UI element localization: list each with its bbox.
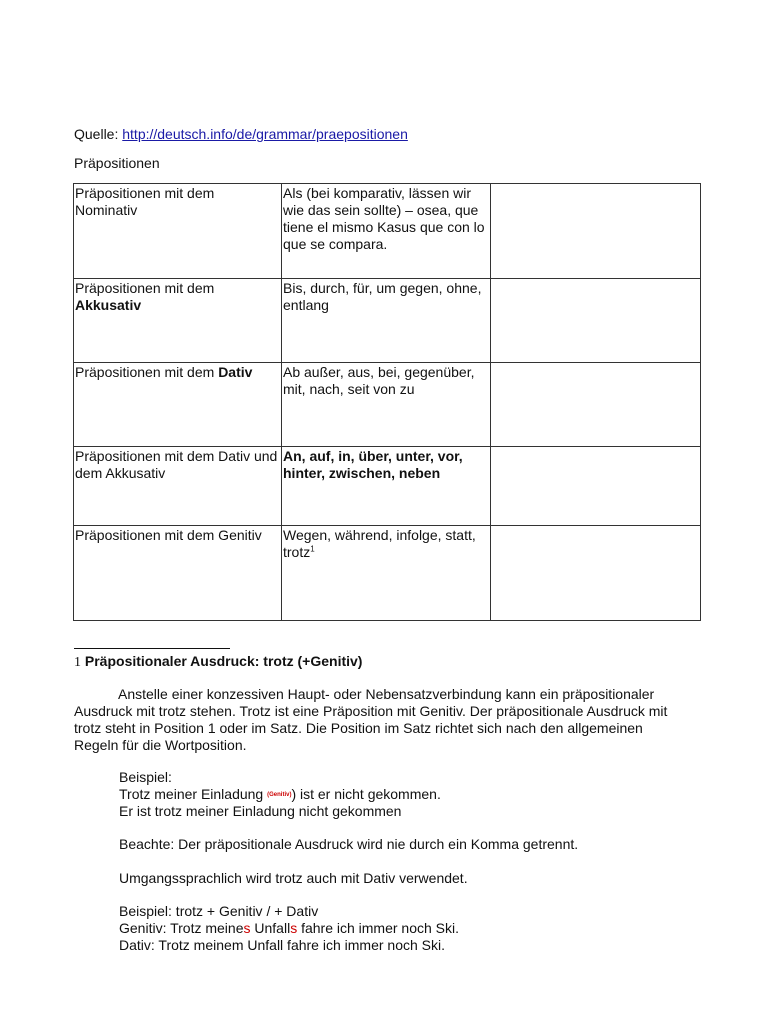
cell-bold-text: Akkusativ <box>75 297 142 313</box>
example-text: ) ist er nicht gekommen. <box>291 786 441 802</box>
table-cell-empty <box>491 279 701 363</box>
footnote-heading <box>74 653 362 671</box>
cell-bold-text: Dativ <box>218 364 253 380</box>
table-cell-empty <box>491 526 701 621</box>
table-cell <box>282 526 491 621</box>
footnote-separator <box>74 648 230 649</box>
footnote-paragraph: Anstelle einer konzessiven Haupt- oder Nebensatzverbindung kann ein präpositionaler Ausdruck mit trotz stehen. Trotz ist eine Präposition mit Genitiv. Der präpositionale Ausdruck mit trotz steht in Position 1 oder im Satz. Die Position im Satz richtet sich nach den allgemeinen Regeln für die Wortposition. <box>74 686 668 753</box>
highlight-ending: s <box>243 920 251 936</box>
example-label: Beispiel: trotz + Genitiv / + Dativ <box>119 903 319 919</box>
table-cell: Bis, durch, für, um gegen, ohne, entlang <box>282 279 491 363</box>
example-line <box>119 786 441 804</box>
table-row <box>74 526 701 621</box>
cell-text: Wegen, während, infolge, statt, trotz <box>283 527 476 560</box>
table-row <box>74 184 701 279</box>
note-line: Beachte: Der präpositionale Ausdruck wird nie durch ein Komma getrennt. <box>119 836 579 852</box>
table-row <box>74 363 701 447</box>
example-text: Trotz meiner Einladung <box>119 786 268 802</box>
footnote-number: 1 <box>74 655 81 670</box>
footnote-title: Präpositionaler Ausdruck: trotz (+Genitiv) <box>84 653 363 669</box>
example-line: Er ist trotz meiner Einladung nicht gekommen <box>119 803 402 819</box>
example-text: Genitiv: Trotz meine <box>119 920 244 936</box>
table-cell-empty <box>491 363 701 447</box>
source-link[interactable]: http://deutsch.info/de/grammar/praepositionen <box>122 126 408 142</box>
example-text: fahre ich immer noch Ski. <box>297 920 460 936</box>
example-text: Unfall <box>250 920 291 936</box>
table-cell-empty <box>491 447 701 526</box>
cell-bold-text: An, auf, in, über, unter, vor, hinter, zwischen, neben <box>283 448 463 481</box>
section-heading: Präpositionen <box>74 155 160 171</box>
table-cell: Präpositionen mit dem Nominativ <box>74 184 282 279</box>
table-cell <box>74 363 282 447</box>
table-row <box>74 447 701 526</box>
genitiv-tag: (Genitiv) <box>267 791 292 798</box>
table-cell <box>74 279 282 363</box>
colloquial-line: Umgangssprachlich wird trotz auch mit Dativ verwendet. <box>119 870 468 886</box>
source-label: Quelle: <box>74 126 123 142</box>
table-cell: Präpositionen mit dem Genitiv <box>74 526 282 621</box>
example-line: Dativ: Trotz meinem Unfall fahre ich immer noch Ski. <box>119 937 445 953</box>
source-line <box>74 126 408 142</box>
footnote-reference[interactable]: 1 <box>310 544 315 554</box>
table-cell: Präpositionen mit dem Dativ und dem Akkusativ <box>74 447 282 526</box>
cell-text: Präpositionen mit dem <box>75 280 215 296</box>
table-cell-empty <box>491 184 701 279</box>
table-cell <box>282 447 491 526</box>
table-cell: Ab außer, aus, bei, gegenüber, mit, nach, seit von zu <box>282 363 491 447</box>
table-cell: Als (bei komparativ, lässen wir wie das sein sollte) – osea, que tiene el mismo Kasus que con lo que se compara. <box>282 184 491 279</box>
table-row <box>74 279 701 363</box>
example-label: Beispiel: <box>119 769 172 785</box>
example-line <box>119 920 459 937</box>
cell-text: Präpositionen mit dem <box>75 364 219 380</box>
highlight-ending: s <box>290 920 298 936</box>
prepositions-table <box>73 183 701 621</box>
